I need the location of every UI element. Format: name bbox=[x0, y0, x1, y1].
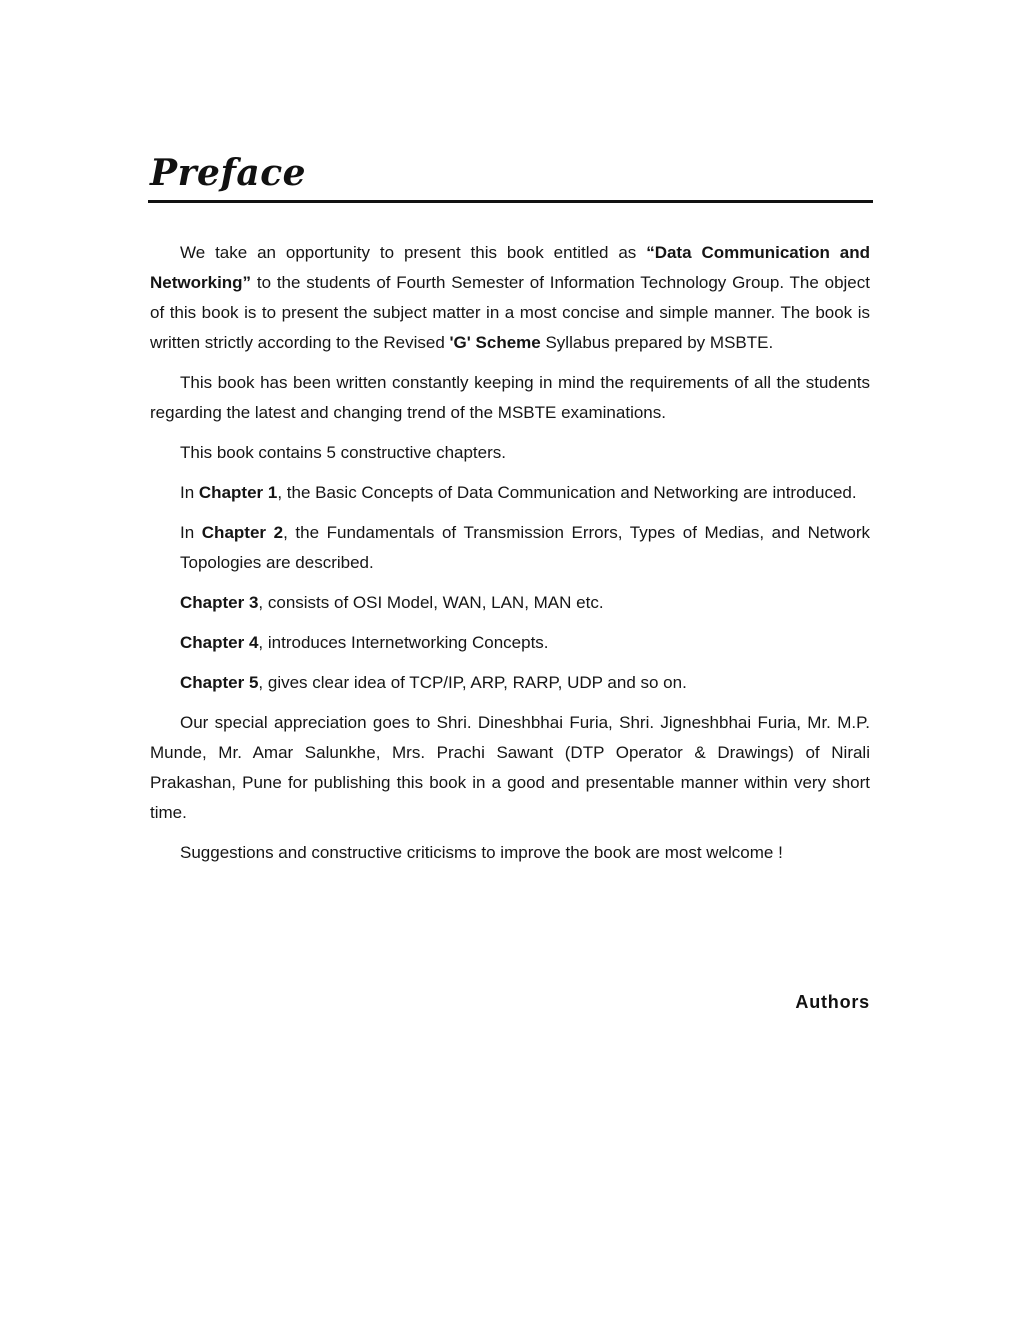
book-title: “Data Communication and Networking” bbox=[150, 243, 870, 292]
intro-text-b: to the students of Fourth Semester of Information Technology Group. The object of this book is to present the subject matter in a most concise and simple manner. The book is written strictly according to the Revised bbox=[150, 273, 870, 352]
scheme-name: 'G' Scheme bbox=[449, 333, 541, 352]
intro-text-c: Syllabus prepared by MSBTE. bbox=[540, 333, 774, 352]
chapter-label: Chapter 3 bbox=[180, 593, 259, 612]
paragraph-purpose: This book has been written constantly keeping in mind the requirements of all the students regarding the latest and changing trend of the MSBTE examinations. bbox=[150, 373, 870, 422]
paragraph-acknowledgement: Our special appreciation goes to Shri. Dineshbhai Furia, Shri. Jigneshbhai Furia, Mr. M.P. Munde, Mr. Amar Salunkhe, Mrs. Prachi Sawant (DTP Operator & Drawings) of Nirali Prakashan, Pune for publishing this book in a good and presentable manner within very short time. bbox=[150, 713, 870, 822]
page-title: Preface bbox=[150, 152, 307, 194]
chapter-label: Chapter 4 bbox=[180, 633, 259, 652]
chapter-label: Chapter 5 bbox=[180, 673, 259, 692]
intro-text-a: We take an opportunity to present this book entitled as bbox=[180, 243, 647, 262]
paragraph-chapter-2: In Chapter 2, the Fundamentals of Transmission Errors, Types of Medias, and Network Topologies are described. bbox=[180, 523, 870, 572]
paragraph-chapter-3: Chapter 3, consists of OSI Model, WAN, LAN, MAN etc. bbox=[180, 593, 604, 612]
paragraph-chapter-1: In Chapter 1, the Basic Concepts of Data Communication and Networking are introduced. bbox=[180, 483, 857, 502]
preface-body bbox=[150, 238, 870, 878]
paragraph-chapter-5: Chapter 5, gives clear idea of TCP/IP, ARP, RARP, UDP and so on. bbox=[180, 673, 687, 692]
chapter-label: Chapter 1 bbox=[198, 483, 278, 502]
signature-authors: Authors bbox=[795, 992, 870, 1012]
paragraph-suggestions: Suggestions and constructive criticisms to improve the book are most welcome ! bbox=[180, 843, 783, 862]
title-underline bbox=[148, 200, 873, 203]
paragraph-intro bbox=[150, 238, 870, 358]
paragraph-chapter-count: This book contains 5 constructive chapters. bbox=[180, 443, 506, 462]
chapter-label: Chapter 2 bbox=[201, 523, 284, 542]
paragraph-chapter-4: Chapter 4, introduces Internetworking Concepts. bbox=[180, 633, 549, 652]
